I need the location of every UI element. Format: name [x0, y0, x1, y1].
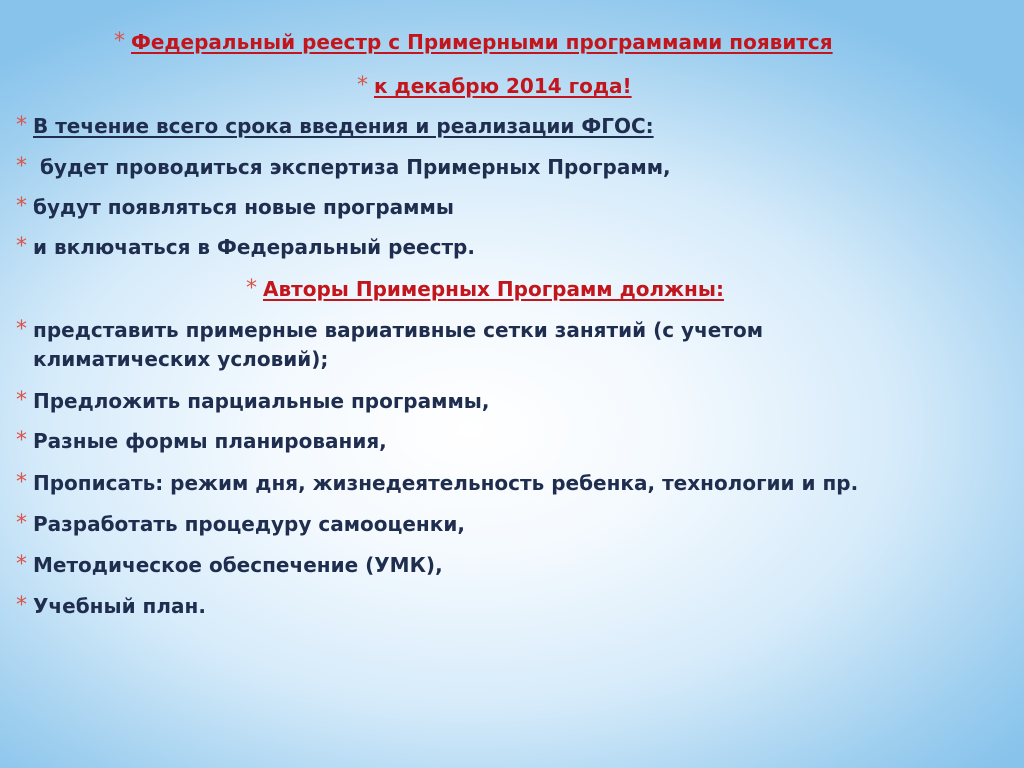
bullet-line-partial-programs	[16, 387, 489, 416]
asterisk-bullet-icon: *	[16, 154, 27, 179]
bullet-line-daily-routine	[16, 469, 858, 498]
asterisk-bullet-icon: *	[16, 317, 27, 342]
asterisk-bullet-icon: *	[16, 388, 27, 413]
bullet-line-planning	[16, 427, 387, 456]
asterisk-bullet-icon: *	[16, 552, 27, 577]
new-programs-text: будут появляться новые программы	[33, 195, 454, 219]
bullet-line-grids	[16, 316, 873, 374]
registry-include-text: и включаться в Федеральный реестр.	[33, 235, 475, 259]
asterisk-bullet-icon: *	[16, 113, 27, 138]
expertise-text: будет проводиться экспертиза Примерных Программ,	[33, 155, 671, 179]
bullet-line-heading-2	[357, 72, 632, 101]
planning-text: Разные формы планирования,	[33, 429, 387, 453]
bullet-line-heading-1	[114, 28, 833, 57]
daily-routine-text: Прописать: режим дня, жизнедеятельность ребенка, технологии и пр.	[33, 471, 859, 495]
asterisk-bullet-icon: *	[357, 73, 368, 98]
bullet-line-methodical	[16, 551, 443, 580]
bullet-line-self-assessment	[16, 510, 465, 539]
bullet-line-new-programs	[16, 193, 454, 222]
curriculum-text: Учебный план.	[33, 594, 206, 618]
bullet-line-authors-heading	[246, 275, 724, 304]
self-assessment-text: Разработать процедуру самооценки,	[33, 512, 465, 536]
bullet-line-fgos	[16, 112, 654, 141]
heading-registry-text: Федеральный реестр с Примерными программами появится	[131, 30, 833, 54]
grids-text: представить примерные вариативные сетки занятий (с учетом климатических условий);	[33, 318, 764, 371]
heading-date-text: к декабрю 2014 года!	[374, 74, 632, 98]
asterisk-bullet-icon: *	[114, 29, 125, 54]
asterisk-bullet-icon: *	[16, 511, 27, 536]
fgos-period-text: В течение всего срока введения и реализации ФГОС:	[33, 114, 654, 138]
asterisk-bullet-icon: *	[16, 194, 27, 219]
bullet-line-registry-include	[16, 233, 475, 262]
asterisk-bullet-icon: *	[16, 428, 27, 453]
bullet-line-curriculum	[16, 592, 206, 621]
bullet-line-expertise	[16, 153, 671, 182]
asterisk-bullet-icon: *	[246, 276, 257, 301]
methodical-text: Методическое обеспечение (УМК),	[33, 553, 443, 577]
asterisk-bullet-icon: *	[16, 470, 27, 495]
asterisk-bullet-icon: *	[16, 593, 27, 618]
authors-heading-text: Авторы Примерных Программ должны:	[263, 277, 724, 301]
partial-programs-text: Предложить парциальные программы,	[33, 389, 490, 413]
asterisk-bullet-icon: *	[16, 234, 27, 259]
